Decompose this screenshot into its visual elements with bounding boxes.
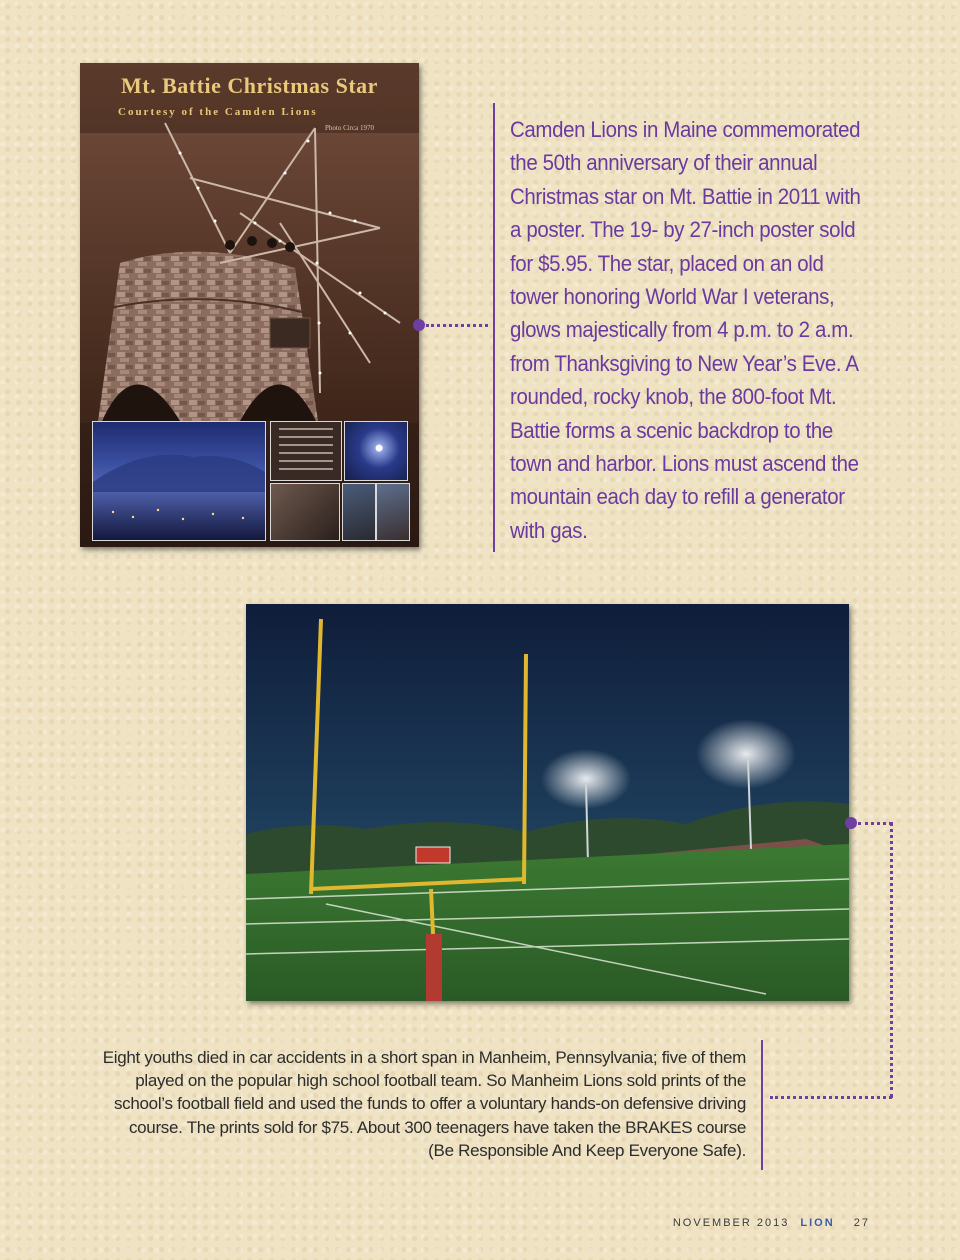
connector-dot-top (413, 319, 425, 331)
installing-photo-thumbnail (342, 483, 376, 541)
page-footer (673, 1217, 870, 1229)
connector-dotted-line-bottom-top (858, 822, 892, 825)
football-field-painting (246, 604, 849, 1001)
article-bottom-text: Eight youths died in car accidents in a short span in Manheim, Pennsylvania; five of them played on the popular high school football team. So Manheim Lions sold prints of the school’s football field and used the funds to offer a voluntary hands-on defensive driving course. The prints sold for $75. About 300 teenagers have taken the BRAKES course (Be Responsible And Keep Everyone Safe). (102, 1048, 746, 1160)
connector-dotted-line-bottom-vertical (890, 822, 893, 1098)
page-number: 27 (853, 1217, 870, 1229)
poster-caption-box (270, 421, 342, 481)
star-photo-thumbnail (344, 421, 408, 481)
harbor-illustration (93, 422, 265, 540)
magazine-name: LION (800, 1217, 835, 1229)
rule-bottom (761, 1040, 763, 1170)
stadium-illustration (246, 604, 849, 1001)
connector-dotted-line-bottom-bottom (770, 1096, 892, 1099)
poster-subtitle: Courtesy of the Camden Lions (118, 106, 318, 118)
rule-top (493, 103, 495, 552)
issue-date: NOVEMBER 2013 (672, 1217, 790, 1229)
harbor-night-photo (92, 421, 266, 541)
connector-dotted-line-top (426, 324, 488, 327)
poster-photo-note: Photo Circa 1970 (325, 124, 374, 132)
volunteers-photo-thumbnail (270, 483, 340, 541)
article-top-text: Camden Lions in Maine commemorated the 50th anniversary of their annual Christmas star on Mt. Battie in 2011 with a poster. The 19- by 27-inch poster sold for $5.95. The star, placed on an old tower honoring World War I veterans, glows majestically from 4 p.m. to 2 a.m. from Thanksgiving to New Year’s Eve. A rounded, rocky knob, the 800-foot Mt. Battie forms a scenic backdrop to the town and harbor. Lions must ascend the mountain each day to refill a generator with gas. (510, 117, 861, 543)
climbing-photo-thumbnail (376, 483, 410, 541)
poster-title: Mt. Battie Christmas Star (121, 73, 378, 98)
connector-dot-bottom (845, 817, 857, 829)
christmas-star-poster (80, 63, 419, 547)
